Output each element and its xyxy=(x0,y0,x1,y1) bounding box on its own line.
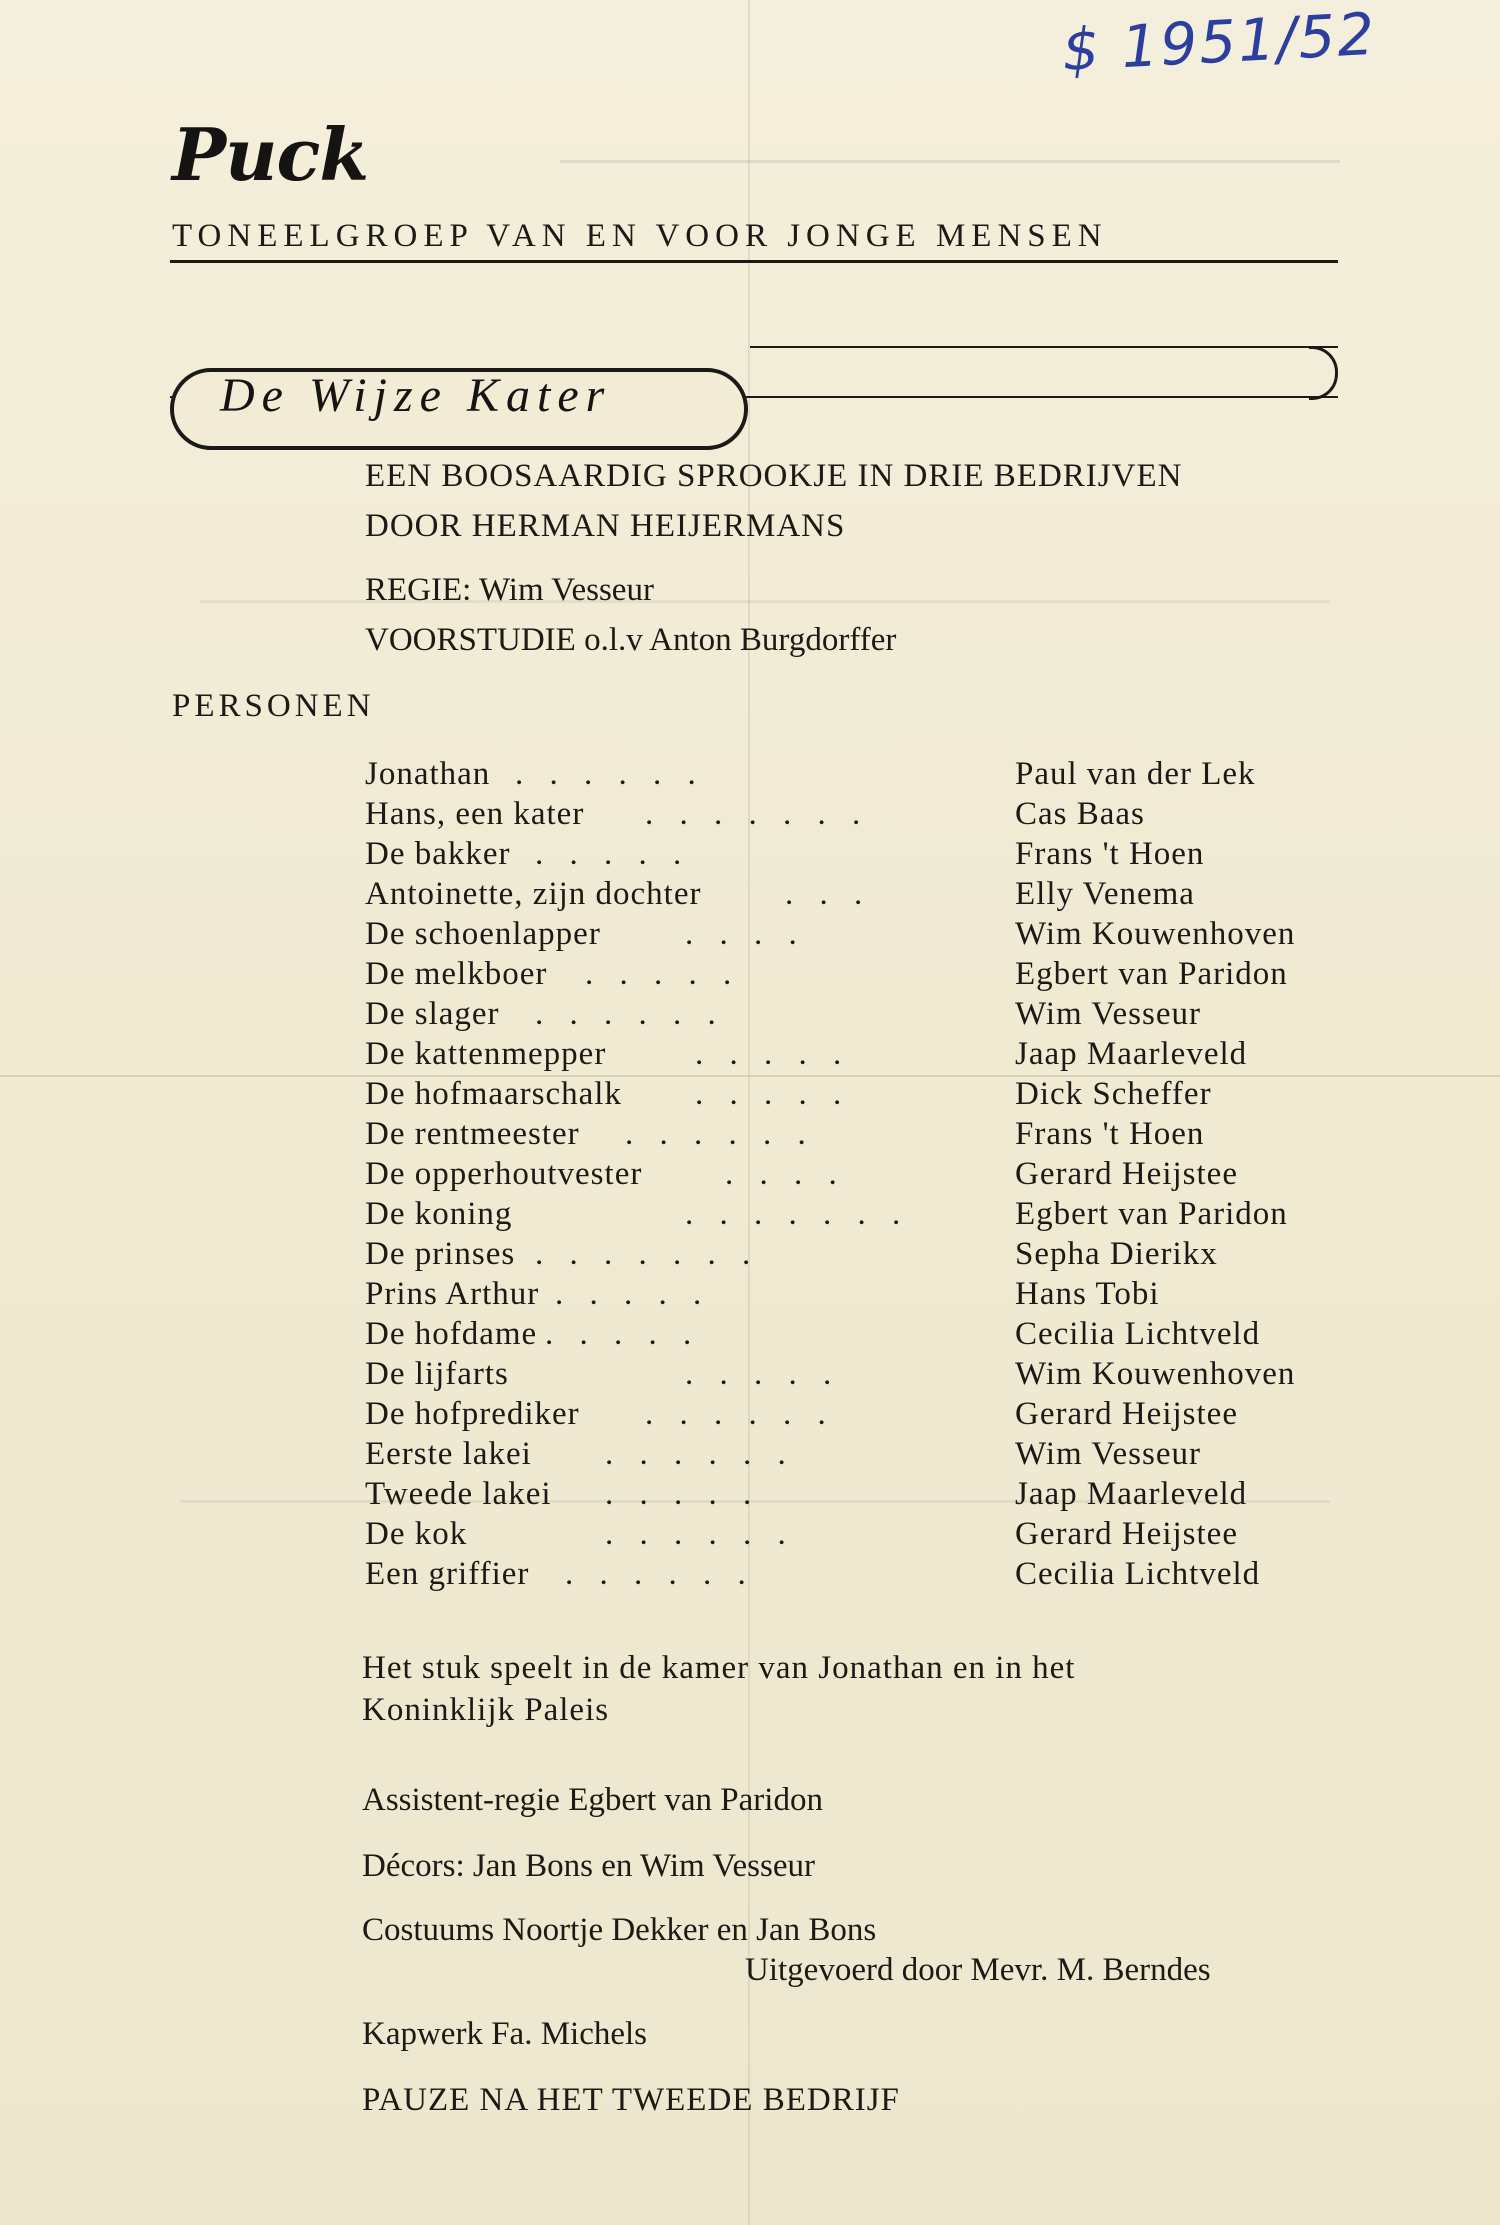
cast-role: De lijfarts xyxy=(365,1356,509,1392)
cast-leader-dots: . . . . . xyxy=(695,1076,851,1112)
setting-line-2: Koninklijk Paleis xyxy=(362,1692,610,1728)
cast-actor: Wim Vesseur xyxy=(1015,996,1201,1032)
cast-row xyxy=(365,1156,1340,1196)
cast-leader-dots: . . . . . xyxy=(695,1036,851,1072)
cast-row xyxy=(365,756,1340,796)
cast-role: Antoinette, zijn dochter xyxy=(365,876,702,912)
cast-role: De rentmeester xyxy=(365,1116,580,1152)
cast-row xyxy=(365,1276,1340,1316)
cast-actor: Gerard Heijstee xyxy=(1015,1396,1238,1432)
cast-role: De bakker xyxy=(365,836,511,872)
credit-costumes-executed: Uitgevoerd door Mevr. M. Berndes xyxy=(745,1952,1211,1988)
credit-wigs: Kapwerk Fa. Michels xyxy=(362,2016,648,2052)
cast-actor: Wim Vesseur xyxy=(1015,1436,1201,1472)
cast-row xyxy=(365,1356,1340,1396)
cast-row xyxy=(365,836,1340,876)
header-rule xyxy=(170,260,1338,263)
cast-leader-dots: . . . . . . xyxy=(605,1516,795,1552)
cast-leader-dots: . . . . . . xyxy=(565,1556,755,1592)
archive-handwritten-note: $ 1951/52 xyxy=(1060,0,1378,85)
intermission-note: PAUZE NA HET TWEEDE BEDRIJF xyxy=(362,2082,900,2118)
cast-row xyxy=(365,1316,1340,1356)
cast-leader-dots: . . . . . . . xyxy=(535,1236,760,1272)
cast-role: De koning xyxy=(365,1196,513,1232)
cast-row xyxy=(365,1076,1340,1116)
cast-role: De melkboer xyxy=(365,956,548,992)
cast-leader-dots: . . . . . . xyxy=(535,996,725,1032)
cast-leader-dots: . . . . . . xyxy=(625,1116,815,1152)
cast-leader-dots: . . . . xyxy=(685,916,806,952)
cast-row xyxy=(365,1236,1340,1276)
credit-decor: Décors: Jan Bons en Wim Vesseur xyxy=(362,1848,815,1884)
cast-actor: Jaap Maarleveld xyxy=(1015,1476,1248,1512)
cast-role: De slager xyxy=(365,996,500,1032)
cast-role: De hofmaarschalk xyxy=(365,1076,622,1112)
cast-role: Hans, een kater xyxy=(365,796,585,832)
cast-role: De opperhoutvester xyxy=(365,1156,643,1192)
cast-role: De prinses xyxy=(365,1236,516,1272)
cast-role: De kattenmepper xyxy=(365,1036,607,1072)
cast-leader-dots: . . . . . xyxy=(535,836,691,872)
show-through-smudge xyxy=(560,160,1340,163)
cast-leader-dots: . . . . xyxy=(725,1156,846,1192)
cast-role: De hofprediker xyxy=(365,1396,580,1432)
cast-actor: Wim Kouwenhoven xyxy=(1015,1356,1296,1392)
cast-row xyxy=(365,1556,1340,1596)
cast-leader-dots: . . . . . xyxy=(685,1356,841,1392)
cast-leader-dots: . . . . . . xyxy=(645,1396,835,1432)
cast-role: De hofdame xyxy=(365,1316,538,1352)
setting-line-1: Het stuk speelt in de kamer van Jonathan en in het xyxy=(362,1650,1076,1686)
cast-role: Eerste lakei xyxy=(365,1436,532,1472)
cast-role: De kok xyxy=(365,1516,468,1552)
cast-actor: Cecilia Lichtveld xyxy=(1015,1316,1261,1352)
cast-actor: Egbert van Paridon xyxy=(1015,956,1288,992)
cast-actor: Sepha Dierikx xyxy=(1015,1236,1218,1272)
cast-actor: Elly Venema xyxy=(1015,876,1195,912)
cast-actor: Jaap Maarleveld xyxy=(1015,1036,1248,1072)
cast-row xyxy=(365,916,1340,956)
cast-row xyxy=(365,876,1340,916)
cast-leader-dots: . . . . . xyxy=(555,1276,711,1312)
cast-row xyxy=(365,1116,1340,1156)
title-frame-end-cap xyxy=(1309,346,1338,400)
cast-actor: Cecilia Lichtveld xyxy=(1015,1556,1261,1592)
cast-actor: Frans 't Hoen xyxy=(1015,1116,1205,1152)
puck-logo: Puck xyxy=(172,112,369,197)
cast-leader-dots: . . . . . xyxy=(585,956,741,992)
cast-row xyxy=(365,796,1340,836)
cast-heading: PERSONEN xyxy=(172,688,375,724)
cast-row xyxy=(365,1436,1340,1476)
cast-row xyxy=(365,1516,1340,1556)
cast-actor: Wim Kouwenhoven xyxy=(1015,916,1296,952)
cast-role: Jonathan xyxy=(365,756,491,792)
play-preparation: VOORSTUDIE o.l.v Anton Burgdorffer xyxy=(365,622,897,658)
cast-actor: Frans 't Hoen xyxy=(1015,836,1205,872)
company-subtitle: TONEELGROEP VAN EN VOOR JONGE MENSEN xyxy=(172,218,1108,254)
cast-leader-dots: . . . . . xyxy=(605,1476,761,1512)
cast-row xyxy=(365,1036,1340,1076)
cast-row xyxy=(365,1396,1340,1436)
play-direction: REGIE: Wim Vesseur xyxy=(365,572,654,608)
cast-actor: Gerard Heijstee xyxy=(1015,1516,1238,1552)
cast-row xyxy=(365,1196,1340,1236)
cast-actor: Hans Tobi xyxy=(1015,1276,1160,1312)
cast-leader-dots: . . . . . . xyxy=(605,1436,795,1472)
cast-leader-dots: . . . . . . . xyxy=(645,796,870,832)
title-frame-top-line xyxy=(750,346,1338,348)
cast-role: Prins Arthur xyxy=(365,1276,540,1312)
cast-actor: Dick Scheffer xyxy=(1015,1076,1212,1112)
cast-actor: Egbert van Paridon xyxy=(1015,1196,1288,1232)
cast-row xyxy=(365,996,1340,1036)
cast-actor: Cas Baas xyxy=(1015,796,1145,832)
credit-assistant-direction: Assistent-regie Egbert van Paridon xyxy=(362,1782,823,1818)
cast-actor: Gerard Heijstee xyxy=(1015,1156,1238,1192)
play-author: DOOR HERMAN HEIJERMANS xyxy=(365,508,846,544)
cast-leader-dots: . . . xyxy=(785,876,872,912)
play-description: EEN BOOSAARDIG SPROOKJE IN DRIE BEDRIJVEN xyxy=(365,458,1183,494)
cast-actor: Paul van der Lek xyxy=(1015,756,1256,792)
cast-row xyxy=(365,956,1340,996)
cast-row xyxy=(365,1476,1340,1516)
cast-role: Tweede lakei xyxy=(365,1476,552,1512)
play-title: De Wijze Kater xyxy=(220,369,612,422)
credit-costumes: Costuums Noortje Dekker en Jan Bons xyxy=(362,1912,877,1948)
cast-leader-dots: . . . . . . . xyxy=(685,1196,910,1232)
cast-leader-dots: . . . . . . xyxy=(515,756,705,792)
cast-role: De schoenlapper xyxy=(365,916,601,952)
cast-role: Een griffier xyxy=(365,1556,530,1592)
cast-leader-dots: . . . . . xyxy=(545,1316,701,1352)
